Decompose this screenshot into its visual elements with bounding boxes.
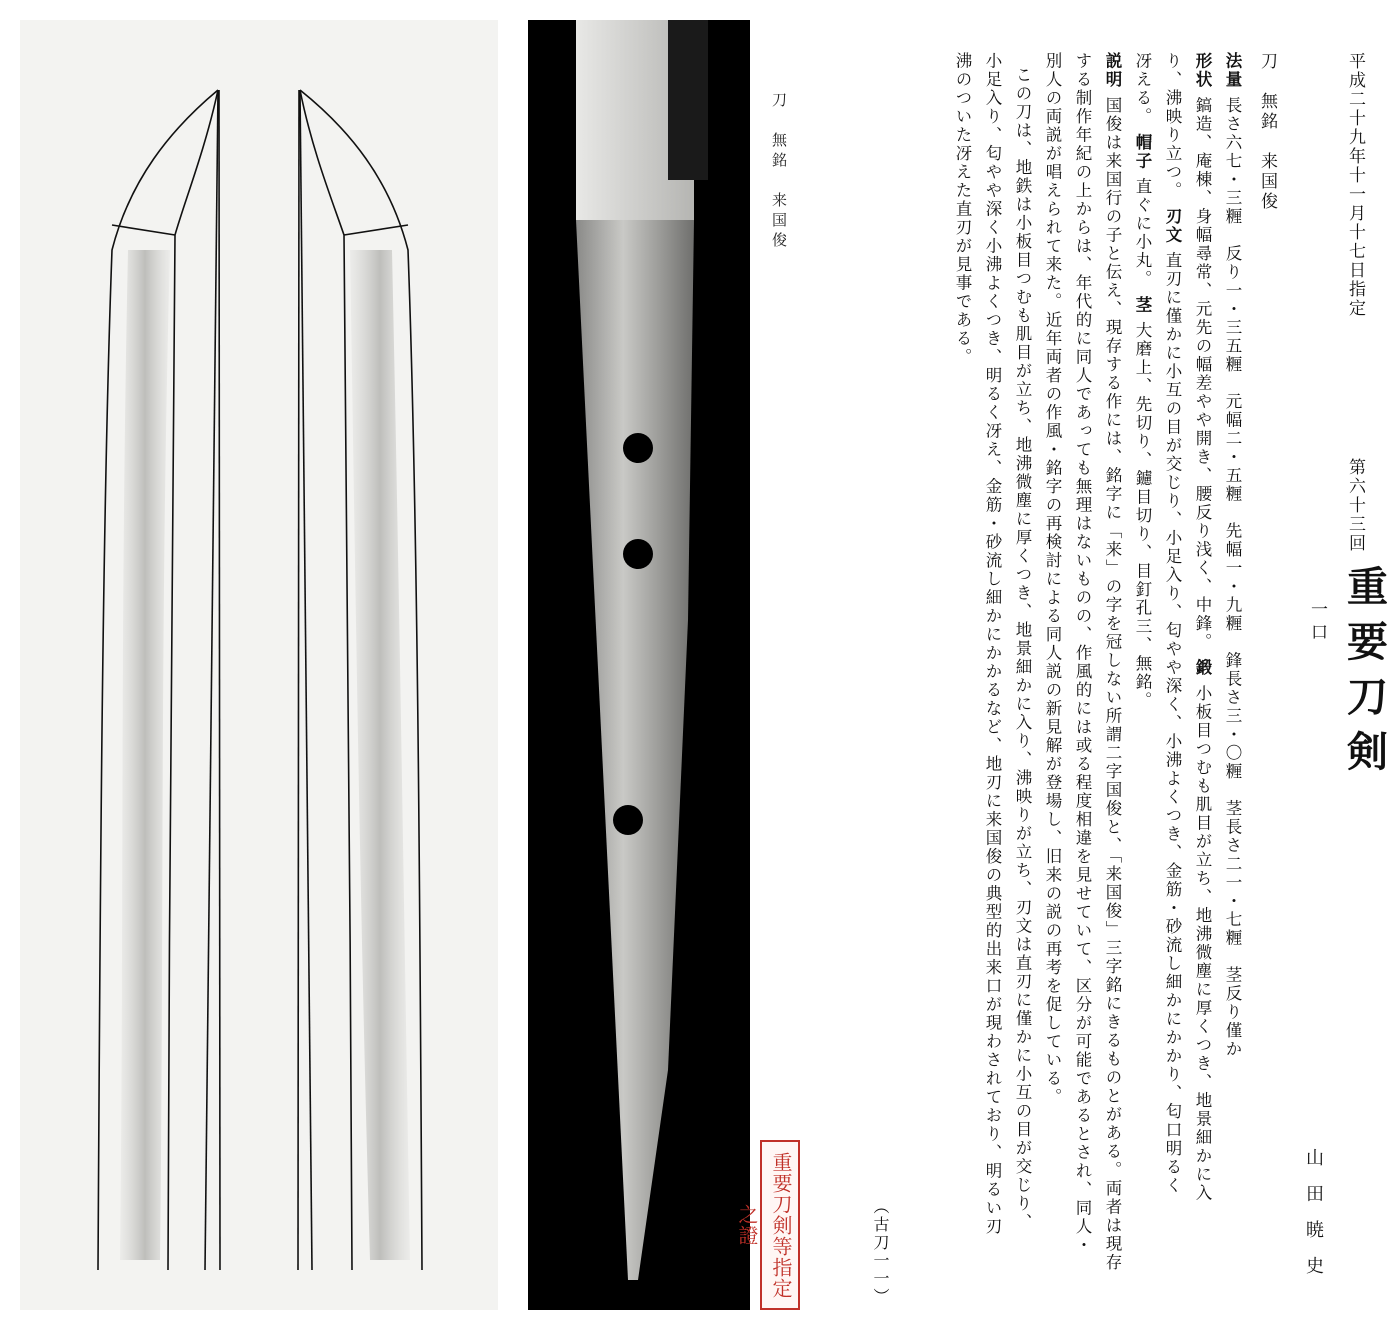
- boshi-label: 帽子: [1133, 133, 1152, 171]
- keijo-label: 形状: [1193, 52, 1212, 89]
- hoho-line: [1220, 52, 1245, 1058]
- keijo-line: [1190, 52, 1215, 1202]
- setsumei-line-5: 小足入り、匂やや深く小沸よくつき、明るく冴え、金筋・砂流し細かにかかるなど、地刃に来国俊の典型的出来口が現わされており、明るい刃: [983, 52, 1002, 1236]
- keijo-text: 鎬造、庵棟、身幅尋常、元先の幅差やや開き、腰反り浅く、中鋒。: [1193, 96, 1212, 652]
- nakago-label: 茎: [1133, 295, 1152, 315]
- hamon-shading-left: [120, 250, 170, 1260]
- session-number: 第六十三回: [1345, 458, 1365, 553]
- kitae-text: 小板目つむも肌目が立ち、地沸微塵に厚くつき、地景細かに入: [1193, 684, 1212, 1203]
- mekugi-ana-1: [623, 433, 653, 463]
- hamon-line: [1160, 52, 1185, 1195]
- hoho-text: 長さ六七・三糎 反り一・三五糎 元幅二・五糎 先幅一・九糎 鋒長さ三・〇糎 茎長さ二一・七糎 茎反り僅か: [1223, 96, 1242, 1059]
- setsumei-line-3: 別人の両説が唱えられて来た。近年両者の作風・銘字の再検討による同人説の新見解が登場し、旧来の説の再考を促している。: [1043, 52, 1062, 1107]
- setsumei-line-4: この刀は、地鉄は小板目つむも肌目が立ち、地沸微塵に厚くつき、地景細かに入り、沸映りが立ち、刃文は直刃に僅かに小互の目が交じり、: [1013, 66, 1032, 1232]
- boshi-line: [1130, 52, 1155, 710]
- hoho-label: 法量: [1223, 52, 1242, 89]
- nakago-tang: [576, 220, 694, 1280]
- kitae-label: 鍛: [1193, 658, 1212, 677]
- setsumei-line-1: [1100, 52, 1125, 1272]
- boshi-text: 直ぐに小丸。: [1133, 177, 1152, 289]
- nakago-photo-panel: [528, 20, 750, 1310]
- setsumei-text-1: 国俊は来国行の子と伝え、現存する作には、銘字に「来」の字を冠しない所謂二字国俊と、「来国俊」三字銘にきるものとがある。両者は現存: [1103, 96, 1122, 1272]
- certification-seal: 重要刀剣等指定之證: [760, 1140, 800, 1310]
- oshigata-caption: 刀 無銘 来国俊: [770, 92, 788, 252]
- setsumei-line-2: する制作年紀の上からは、年代的に同人であっても無理はないものの、作風的には或る程度相違を見せていて、区分が可能であるとされ、同人・: [1073, 52, 1092, 1255]
- setsumei-line-6: 沸のついた冴えた直刃が見事である。: [953, 52, 972, 367]
- hamon-shading-right: [350, 250, 410, 1260]
- item-count: 一口: [1307, 600, 1327, 646]
- mekugi-ana-2: [623, 539, 653, 569]
- habaki-notch: [668, 20, 708, 180]
- author-name: 山田暁史: [1303, 1148, 1324, 1292]
- oshigata-drawing: [20, 20, 498, 1310]
- setsumei-label: 説明: [1103, 52, 1122, 89]
- reference-number: （古刀一一）: [871, 1198, 890, 1306]
- sword-name: 刀 無銘 来国俊: [1257, 52, 1277, 212]
- hamon-text: 直刃に僅かに小互の目が交じり、小足入り、匂やや深く、小沸よくつき、金筋・砂流し細かにかかり、匂口明るく: [1163, 251, 1182, 1195]
- oshigata-panel: [20, 20, 498, 1310]
- hamon-label: 刃文: [1163, 207, 1182, 245]
- nakago-photo: [528, 20, 750, 1310]
- designation-date: 平成二十九年十一月十七日指定: [1345, 52, 1365, 318]
- nakago-text: 大磨上、先切り、鑢目切り、目釘孔三、無銘。: [1133, 321, 1152, 710]
- keijo-cont-text: り、沸映り立つ。: [1163, 52, 1182, 200]
- keijo-cont2-text: 冴える。: [1133, 52, 1152, 126]
- mekugi-ana-3: [613, 805, 643, 835]
- page-title: 重要刀剣: [1340, 565, 1388, 785]
